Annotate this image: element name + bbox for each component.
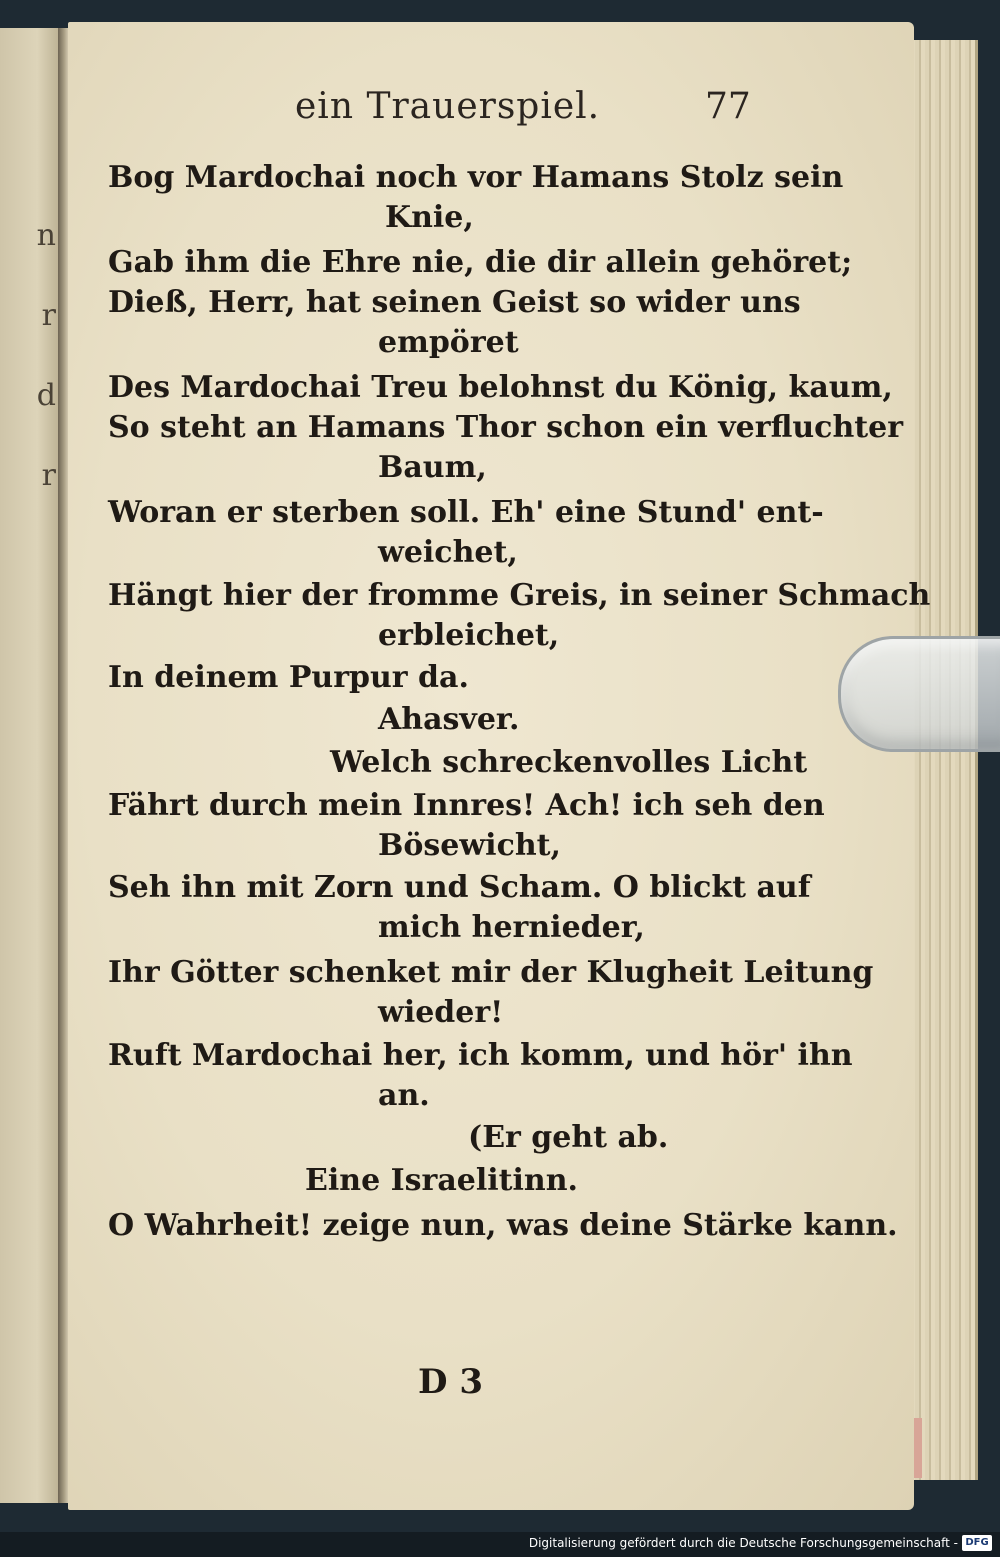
text-line: O Wahrheit! zeige nun, was deine Stärke kann. <box>108 1208 898 1243</box>
text-line: Knie, <box>385 200 474 235</box>
text-line: Fährt durch mein Innres! Ach! ich seh den <box>108 788 825 823</box>
glass-bookmark <box>838 636 1000 752</box>
left-page-fragment: r <box>41 298 56 333</box>
text-line: So steht an Hamans Thor schon ein verfluchter <box>108 410 904 445</box>
text-line: Bösewicht, <box>378 828 561 863</box>
text-line: Gab ihm die Ehre nie, die dir allein gehöret; <box>108 245 853 280</box>
text-line: wieder! <box>378 995 504 1030</box>
dfg-logo-icon: DFG <box>962 1535 992 1551</box>
text-line: Woran er sterben soll. Eh' eine Stund' ent- <box>108 495 824 530</box>
text-line: Ruft Mardochai her, ich komm, und hör' ihn <box>108 1038 853 1073</box>
text-line: Bog Mardochai noch vor Hamans Stolz sein <box>108 160 844 195</box>
running-head: ein Trauerspiel. <box>295 86 601 127</box>
text-line: Ahasver. <box>378 702 520 737</box>
left-page-fragment: r <box>41 458 56 493</box>
text-line: Des Mardochai Treu belohnst du König, kaum, <box>108 370 893 405</box>
text-line: Baum, <box>378 450 487 485</box>
text-line: weichet, <box>378 535 518 570</box>
text-line: mich hernieder, <box>378 910 645 945</box>
text-line: In deinem Purpur da. <box>108 660 469 695</box>
page-edges <box>905 40 978 1480</box>
text-line: Ihr Götter schenket mir der Klugheit Leitung <box>108 955 874 990</box>
left-page-fragment: n <box>36 218 56 253</box>
text-line: Hängt hier der fromme Greis, in seiner Schmach <box>108 578 931 613</box>
text-line: erbleichet, <box>378 618 560 653</box>
footer-credit: Digitalisierung gefördert durch die Deutsche Forschungsgemeinschaft - <box>528 1536 958 1550</box>
text-line: (Er geht ab. <box>468 1120 669 1155</box>
text-line: an. <box>378 1078 430 1113</box>
page-number: 77 <box>705 86 751 127</box>
text-line: empöret <box>378 325 519 360</box>
text-line: Dieß, Herr, hat seinen Geist so wider uns <box>108 285 801 320</box>
signature-mark: D 3 <box>418 1362 483 1402</box>
text-line: Eine Israelitinn. <box>305 1163 578 1198</box>
text-line: Welch schreckenvolles Licht <box>330 745 808 780</box>
text-line: Seh ihn mit Zorn und Scham. O blickt auf <box>108 870 811 905</box>
left-page-edge <box>0 28 62 1503</box>
left-page-fragment: d <box>36 378 56 413</box>
